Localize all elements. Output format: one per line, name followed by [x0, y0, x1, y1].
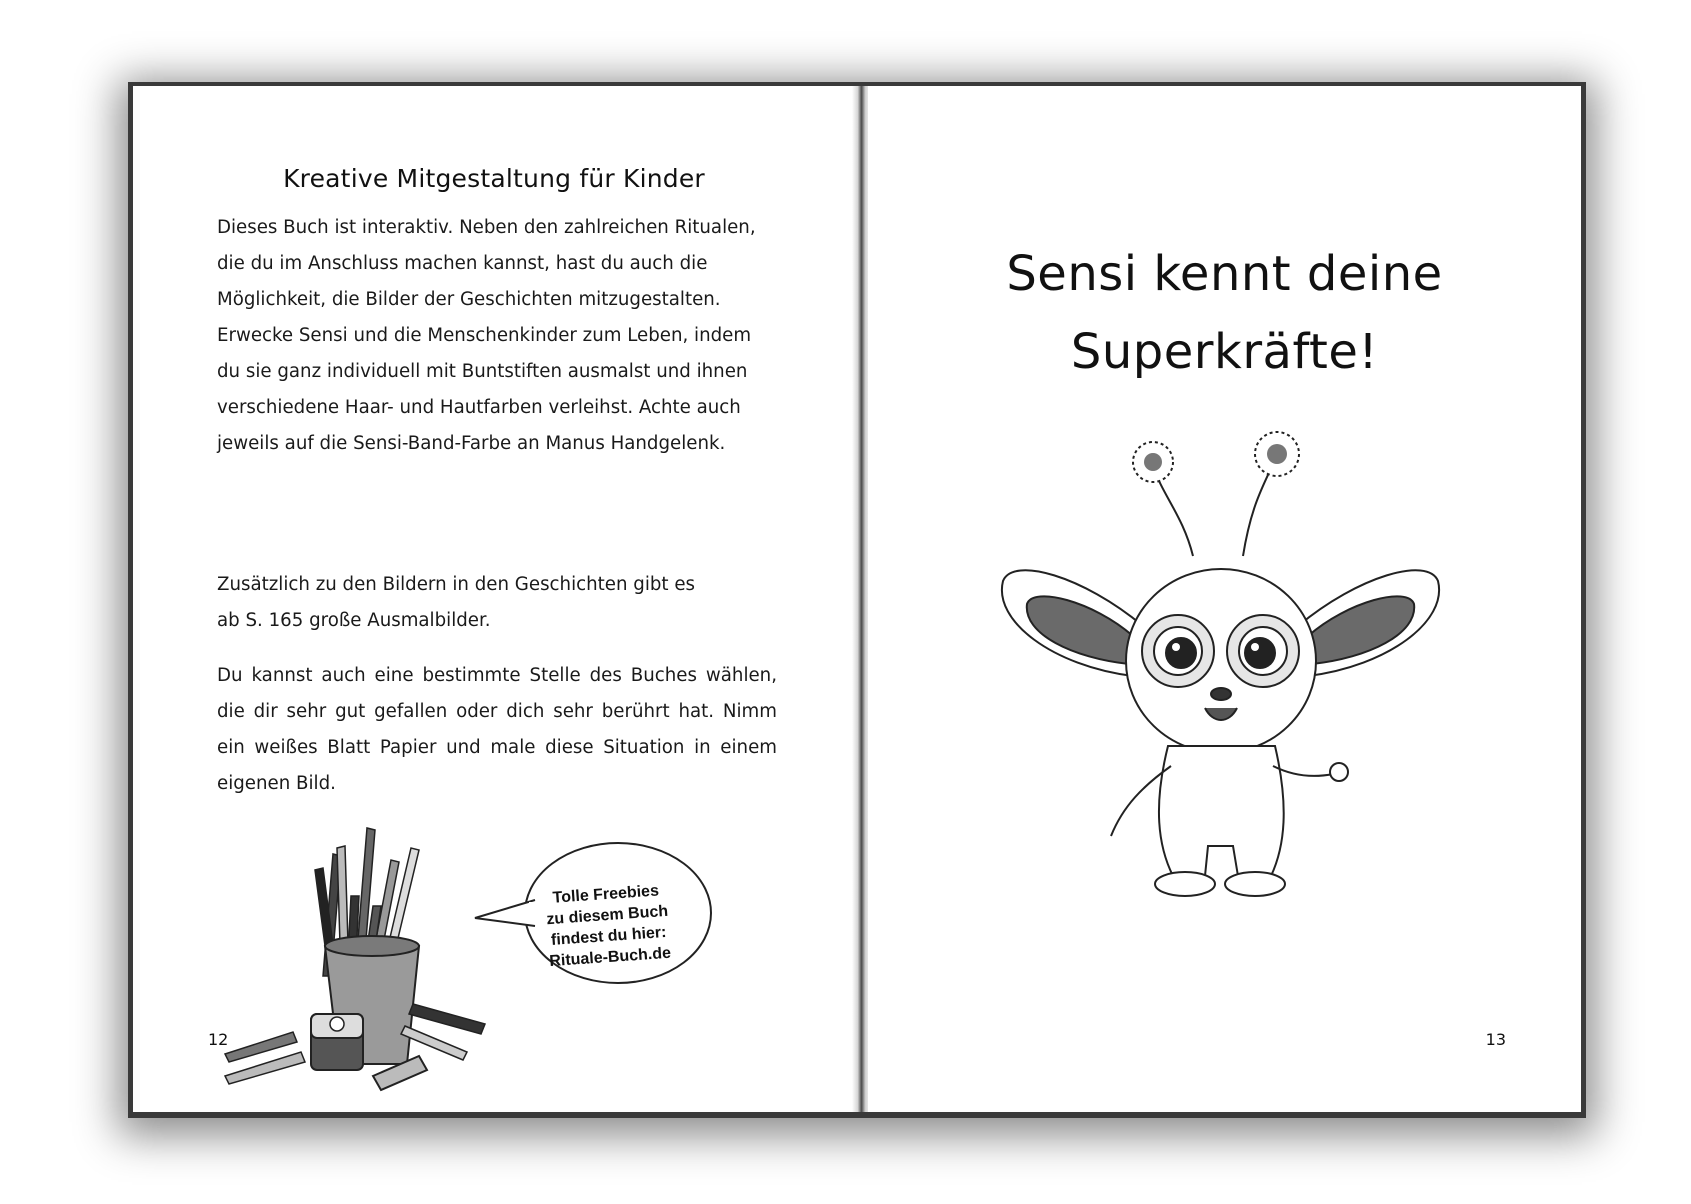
bubble-line: zu diesem Buch: [545, 902, 669, 929]
text-line: Du kannst auch eine bestimmte Stelle des Buches wählen,: [217, 665, 777, 686]
text-line: die du im Anschluss machen kannst, hast du auch die: [217, 253, 708, 274]
text-line: Erwecke Sensi und die Menschenkinder zum Leben, indem: [217, 325, 752, 346]
text-line: ab S. 165 große Ausmalbilder.: [217, 610, 491, 631]
text-line: Möglichkeit, die Bilder der Geschichten mitzugestalten.: [217, 289, 721, 310]
right-page: [868, 86, 1581, 1112]
coloring-pages-paragraph: [217, 567, 777, 639]
drawing-paragraph: [217, 658, 777, 802]
text-line: Dieses Buch ist interaktiv. Neben den zahlreichen Ritualen,: [217, 217, 756, 238]
text-line: eigenen Bild.: [217, 773, 336, 794]
text-line: ein weißes Blatt Papier und male diese Situation in einem: [217, 737, 777, 758]
bubble-line: Rituale-Buch.de: [548, 944, 672, 971]
text-line: jeweils auf die Sensi-Band-Farbe an Manus Handgelenk.: [217, 433, 726, 454]
chapter-title-line-2: Superkräfte!: [1070, 324, 1379, 380]
bubble-line: findest du hier:: [550, 923, 667, 949]
intro-paragraph: [217, 210, 777, 462]
page-number-right: 13: [1485, 1030, 1506, 1049]
page-heading: Kreative Mitgestaltung für Kinder: [283, 164, 705, 193]
text-line: verschiedene Haar- und Hautfarben verleihst. Achte auch: [217, 397, 741, 418]
sensi-character-illustration: [993, 406, 1453, 926]
left-page: [133, 86, 855, 1112]
text-line: du sie ganz individuell mit Buntstiften ausmalst und ihnen: [217, 361, 748, 382]
text-line: Zusätzlich zu den Bildern in den Geschichten gibt es: [217, 574, 695, 595]
chapter-title-line-1: Sensi kennt deine: [1006, 246, 1443, 302]
bubble-line: Tolle Freebies: [552, 882, 660, 907]
text-line: die dir sehr gut gefallen oder dich sehr berührt hat. Nimm: [217, 701, 777, 722]
freebies-note: [530, 879, 685, 973]
page-number-left: 12: [208, 1030, 229, 1049]
open-book: [128, 82, 1586, 1118]
